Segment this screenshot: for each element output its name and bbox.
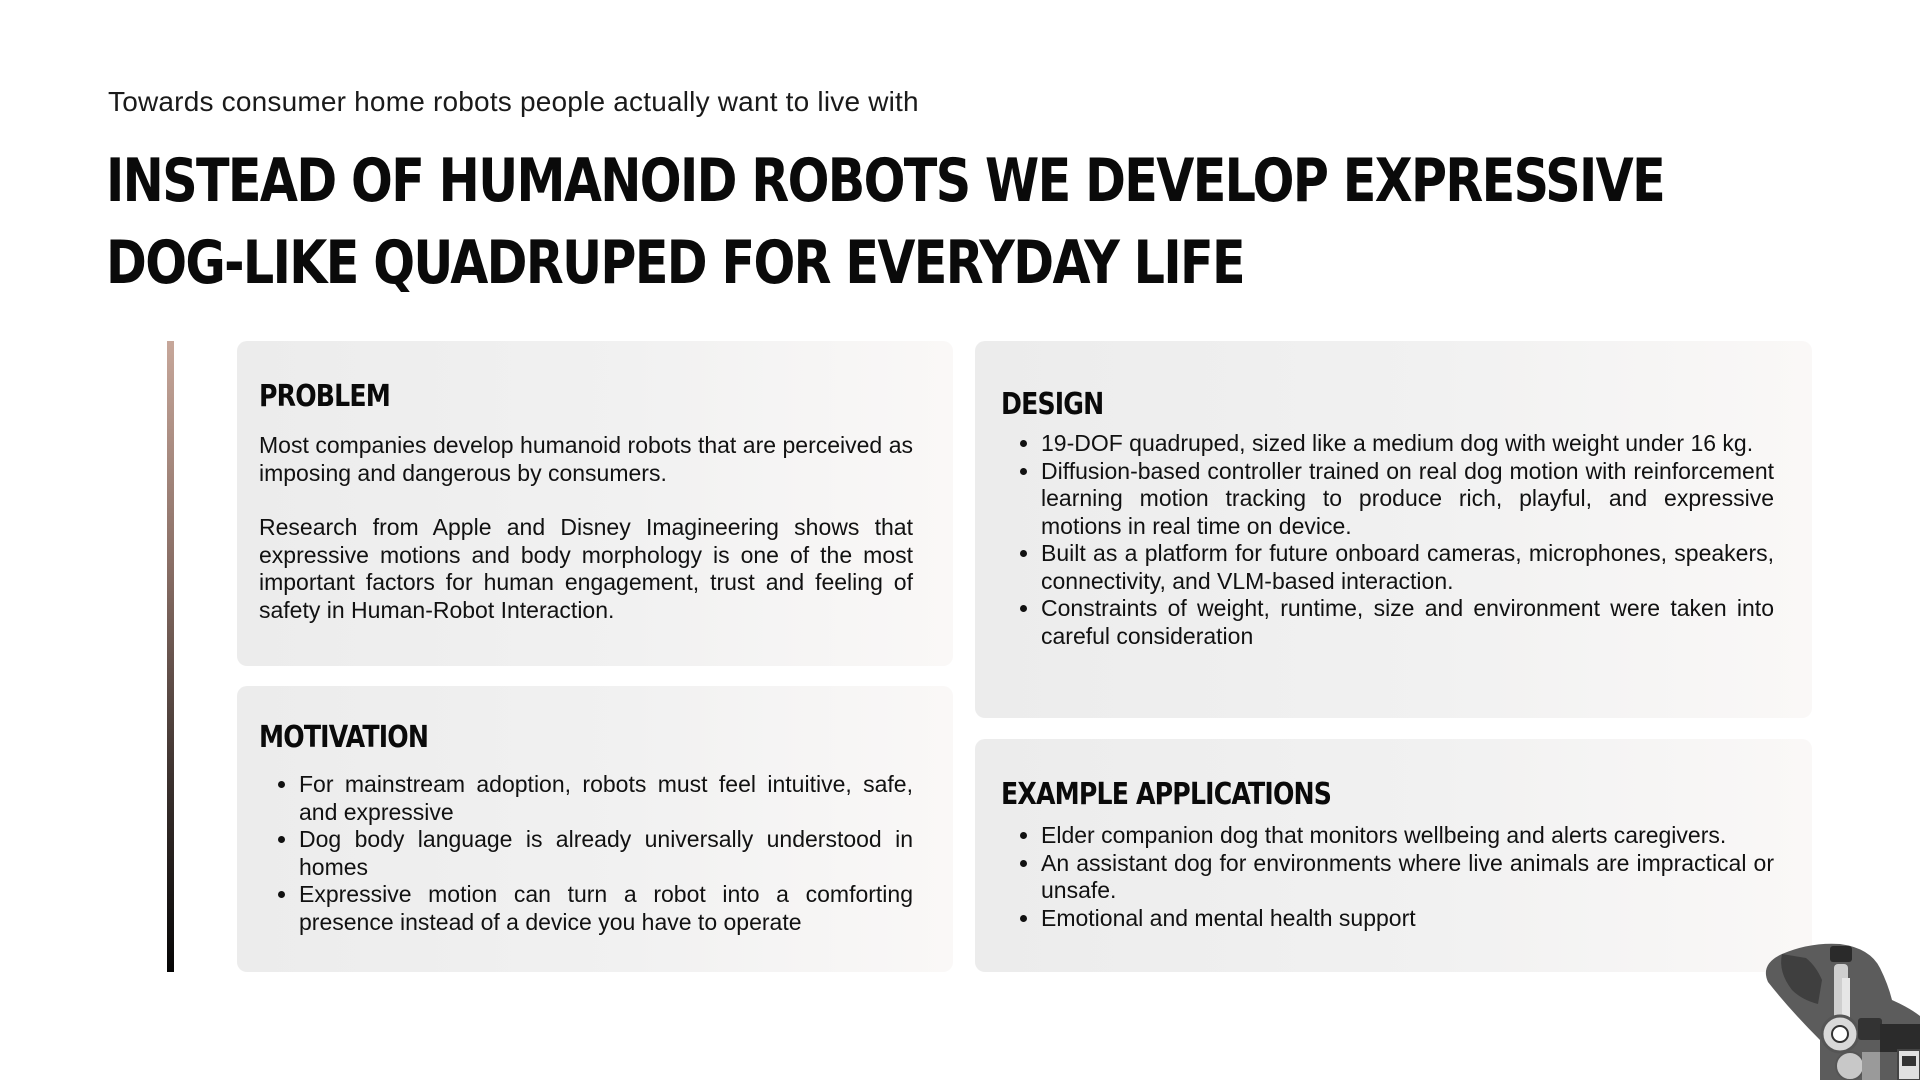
problem-title: PROBLEM: [259, 379, 390, 414]
list-item: • Elder companion dog that monitors wellbeing and alerts caregivers.: [1041, 822, 1774, 850]
list-item: • An assistant dog for environments where live animals are impractical or unsafe.: [1041, 850, 1774, 905]
robot-dog-image: [1720, 920, 1920, 1080]
applications-list: [1001, 822, 1774, 932]
problem-paragraph: Most companies develop humanoid robots that are perceived as imposing and dangerous by consumers.: [259, 432, 913, 486]
design-card: [975, 341, 1812, 718]
applications-card: [975, 739, 1812, 972]
headline-line-1: INSTEAD OF HUMANOID ROBOTS WE DEVELOP EXPRESSIVE: [106, 146, 1665, 216]
applications-title: EXAMPLE APPLICATIONS: [1001, 777, 1332, 812]
list-item: • Dog body language is already universally understood in homes: [299, 826, 913, 881]
accent-bar: [167, 341, 174, 972]
motivation-title: MOTIVATION: [259, 720, 429, 755]
motivation-card: [237, 686, 953, 972]
slide-headline: [106, 140, 1665, 304]
design-title: DESIGN: [1001, 387, 1104, 422]
list-item: • Emotional and mental health support: [1041, 905, 1774, 933]
list-item: • For mainstream adoption, robots must feel intuitive, safe, and expressive: [299, 771, 913, 826]
headline-line-2: DOG-LIKE QUADRUPED FOR EVERYDAY LIFE: [106, 228, 1245, 298]
list-item: • Constraints of weight, runtime, size and environment were taken into careful consideration: [1041, 595, 1774, 650]
problem-card: [237, 341, 953, 666]
slide-subtitle: Towards consumer home robots people actually want to live with: [108, 86, 919, 117]
list-item: • Diffusion-based controller trained on real dog motion with reinforcement learning motion tracking to produce rich, playful, and expressive motions in real time on device.: [1041, 458, 1774, 541]
list-item: • Built as a platform for future onboard cameras, microphones, speakers, connectivity, and VLM-based interaction.: [1041, 540, 1774, 595]
list-item: • Expressive motion can turn a robot into a comforting presence instead of a device you have to operate: [299, 881, 913, 936]
design-list: [1001, 430, 1774, 650]
list-item: • 19-DOF quadruped, sized like a medium dog with weight under 16 kg.: [1041, 430, 1774, 458]
problem-paragraph: Research from Apple and Disney Imagineering shows that expressive motions and body morphology is one of the most important factors for human engagement, trust and feeling of safety in Human-Robot Interaction.: [259, 514, 913, 623]
motivation-list: [259, 771, 913, 936]
